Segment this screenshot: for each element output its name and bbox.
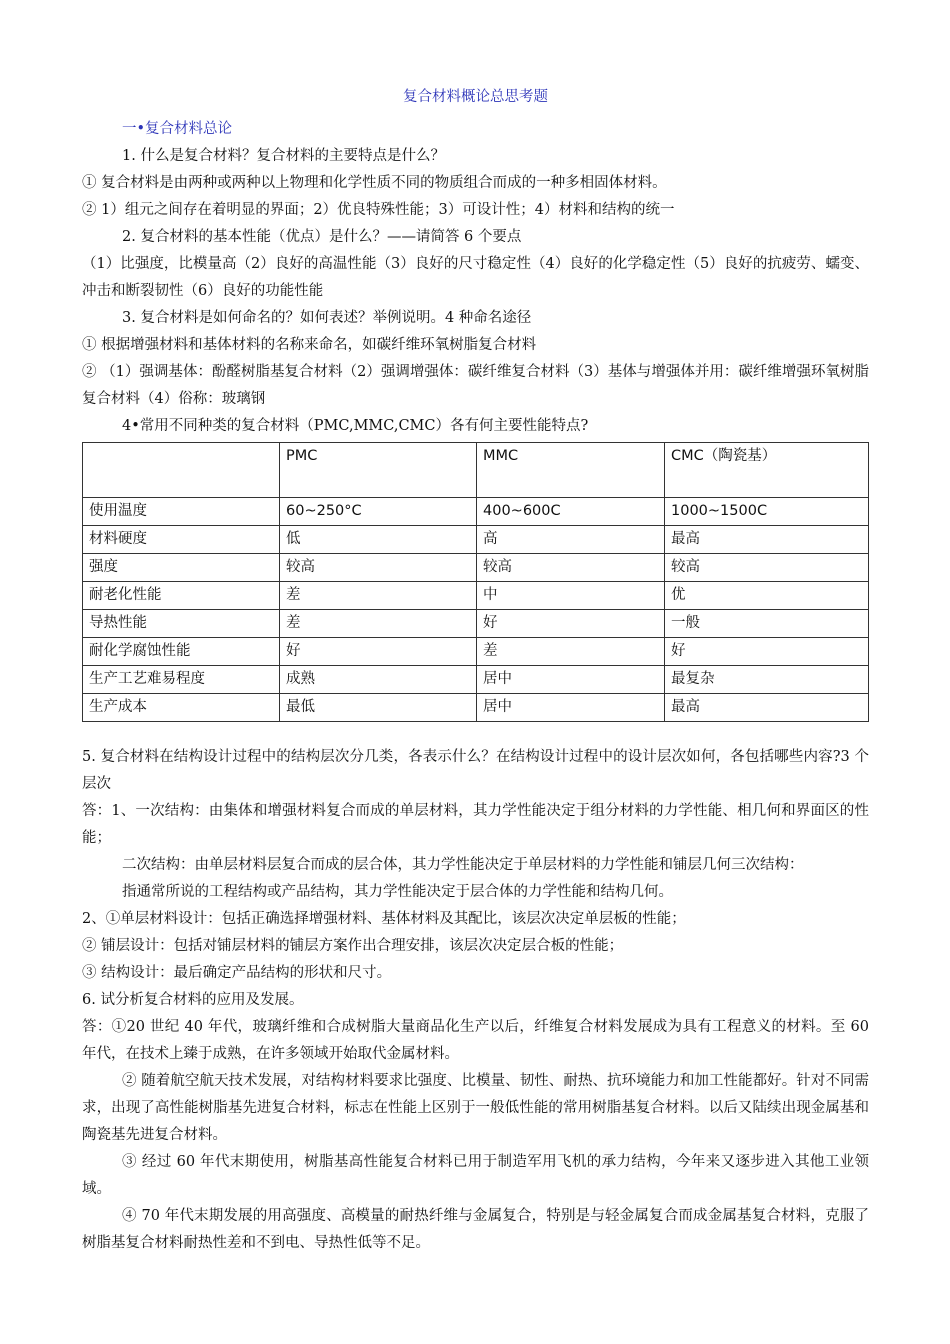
table-header-cell: MMC bbox=[477, 443, 665, 498]
table-cell: 一般 bbox=[665, 610, 869, 638]
table-cell: 材料硬度 bbox=[83, 526, 280, 554]
table-cell: 1000~1500C bbox=[665, 498, 869, 526]
document-page bbox=[82, 84, 869, 1257]
answer-5-6: ③ 结构设计：最后确定产品结构的形状和尺寸。 bbox=[82, 965, 392, 981]
answer-5-4: 2、①单层材料设计：包括正确选择增强材料、基体材料及其配比，该层次决定单层板的性能； bbox=[82, 911, 686, 927]
table-row bbox=[83, 582, 869, 610]
question-4: 4•常用不同种类的复合材料（PMC,MMC,CMC）各有何主要性能特点? bbox=[122, 418, 589, 434]
table-header-cell bbox=[83, 443, 280, 498]
answer-5-5: ② 铺层设计：包括对铺层材料的铺层方案作出合理安排，该层次决定层合板的性能； bbox=[82, 938, 624, 954]
table-header-cell: CMC（陶瓷基） bbox=[665, 443, 869, 498]
answer-3-1: ① 根据增强材料和基体材料的名称来命名，如碳纤维环氧树脂复合材料 bbox=[82, 337, 537, 353]
question-6: 6. 试分析复合材料的应用及发展。 bbox=[82, 992, 304, 1008]
table-row bbox=[83, 554, 869, 582]
table-cell: 好 bbox=[477, 610, 665, 638]
answer-3-2: ② （1）强调基体：酚醛树脂基复合材料（2）强调增强体：碳纤维复合材料（3）基体与增强体并用：碳纤维增强环氧树脂复合材料（4）俗称：玻璃钢 bbox=[82, 364, 869, 407]
table-cell: 耐化学腐蚀性能 bbox=[83, 638, 280, 666]
table-row bbox=[83, 498, 869, 526]
table-cell: 成熟 bbox=[280, 666, 477, 694]
answer-6-1: 答：①20 世纪 40 年代，玻璃纤维和合成树脂大量商品化生产以后，纤维复合材料发展成为具有工程意义的材料。至 60 年代，在技术上臻于成熟，在许多领域开始取代金属材料。 bbox=[82, 1019, 869, 1062]
table-cell: 差 bbox=[280, 610, 477, 638]
answer-5-3: 指通常所说的工程结构或产品结构，其力学性能决定于层合体的力学性能和结构几何。 bbox=[122, 884, 673, 900]
answer-1-1: ① 复合材料是由两种或两种以上物理和化学性质不同的物质组合而成的一种多相固体材料。 bbox=[82, 175, 667, 191]
table-row bbox=[83, 638, 869, 666]
table-cell: 好 bbox=[665, 638, 869, 666]
question-2: 2. 复合材料的基本性能（优点）是什么？——请简答 6 个要点 bbox=[122, 229, 522, 245]
table-row bbox=[83, 666, 869, 694]
answer-1-2: ② 1）组元之间存在着明显的界面；2）优良特殊性能；3）可设计性；4）材料和结构的统一 bbox=[82, 202, 675, 218]
answer-6-3: ③ 经过 60 年代末期使用，树脂基高性能复合材料已用于制造军用飞机的承力结构，今年来又逐步进入其他工业领域。 bbox=[82, 1154, 869, 1197]
table-cell: 生产成本 bbox=[83, 694, 280, 722]
answer-5-1: 答：1、一次结构：由集体和增强材料复合而成的单层材料，其力学性能决定于组分材料的力学性能、相几何和界面区的性能； bbox=[82, 803, 869, 846]
section-heading: 一•复合材料总论 bbox=[122, 121, 233, 137]
table-cell: 导热性能 bbox=[83, 610, 280, 638]
table-cell: 优 bbox=[665, 582, 869, 610]
table-cell: 最低 bbox=[280, 694, 477, 722]
table-cell: 好 bbox=[280, 638, 477, 666]
table-cell: 最复杂 bbox=[665, 666, 869, 694]
answer-2: （1）比强度，比模量高（2）良好的高温性能（3）良好的尺寸稳定性（4）良好的化学稳定性（5）良好的抗疲劳、蠕变、冲击和断裂韧性（6）良好的功能性能 bbox=[82, 256, 869, 299]
table-cell: 中 bbox=[477, 582, 665, 610]
comparison-table bbox=[82, 442, 869, 722]
table-row bbox=[83, 526, 869, 554]
table-cell: 高 bbox=[477, 526, 665, 554]
table-header-row bbox=[83, 443, 869, 498]
table-cell: 强度 bbox=[83, 554, 280, 582]
table-cell: 差 bbox=[477, 638, 665, 666]
table-cell: 最高 bbox=[665, 526, 869, 554]
table-row bbox=[83, 610, 869, 638]
table-cell: 较高 bbox=[665, 554, 869, 582]
table-cell: 居中 bbox=[477, 666, 665, 694]
table-cell: 较高 bbox=[280, 554, 477, 582]
question-5: 5. 复合材料在结构设计过程中的结构层次分几类，各表示什么？在结构设计过程中的设计层次如何，各包括哪些内容?3 个层次 bbox=[82, 749, 869, 792]
table-cell: 生产工艺难易程度 bbox=[83, 666, 280, 694]
table-cell: 使用温度 bbox=[83, 498, 280, 526]
table-cell: 400~600C bbox=[477, 498, 665, 526]
answer-6-2: ② 随着航空航天技术发展，对结构材料要求比强度、比模量、韧性、耐热、抗环境能力和加工性能都好。针对不同需求，出现了高性能树脂基先进复合材料，标志在性能上区别于一般低性能的常用树脂基复合材料。以后又陆续出现金属基和陶瓷基先进复合材料。 bbox=[82, 1073, 869, 1143]
table-cell: 居中 bbox=[477, 694, 665, 722]
table-cell: 低 bbox=[280, 526, 477, 554]
answer-5-2: 二次结构：由单层材料层复合而成的层合体，其力学性能决定于单层材料的力学性能和铺层几何三次结构： bbox=[122, 857, 804, 873]
table-cell: 差 bbox=[280, 582, 477, 610]
table-cell: 较高 bbox=[477, 554, 665, 582]
answer-6-4: ④ 70 年代末期发展的用高强度、高模量的耐热纤维与金属复合，特别是与轻金属复合而成金属基复合材料，克服了树脂基复合材料耐热性差和不到电、导热性低等不足。 bbox=[82, 1208, 869, 1251]
table-row bbox=[83, 694, 869, 722]
table-header-cell: PMC bbox=[280, 443, 477, 498]
question-1: 1. 什么是复合材料？复合材料的主要特点是什么？ bbox=[122, 148, 445, 164]
document-title: 复合材料概论总思考题 bbox=[403, 89, 548, 105]
table-cell: 耐老化性能 bbox=[83, 582, 280, 610]
table-cell: 最高 bbox=[665, 694, 869, 722]
table-cell: 60~250°C bbox=[280, 498, 477, 526]
question-3: 3. 复合材料是如何命名的？如何表述？举例说明。4 种命名途径 bbox=[122, 310, 532, 326]
